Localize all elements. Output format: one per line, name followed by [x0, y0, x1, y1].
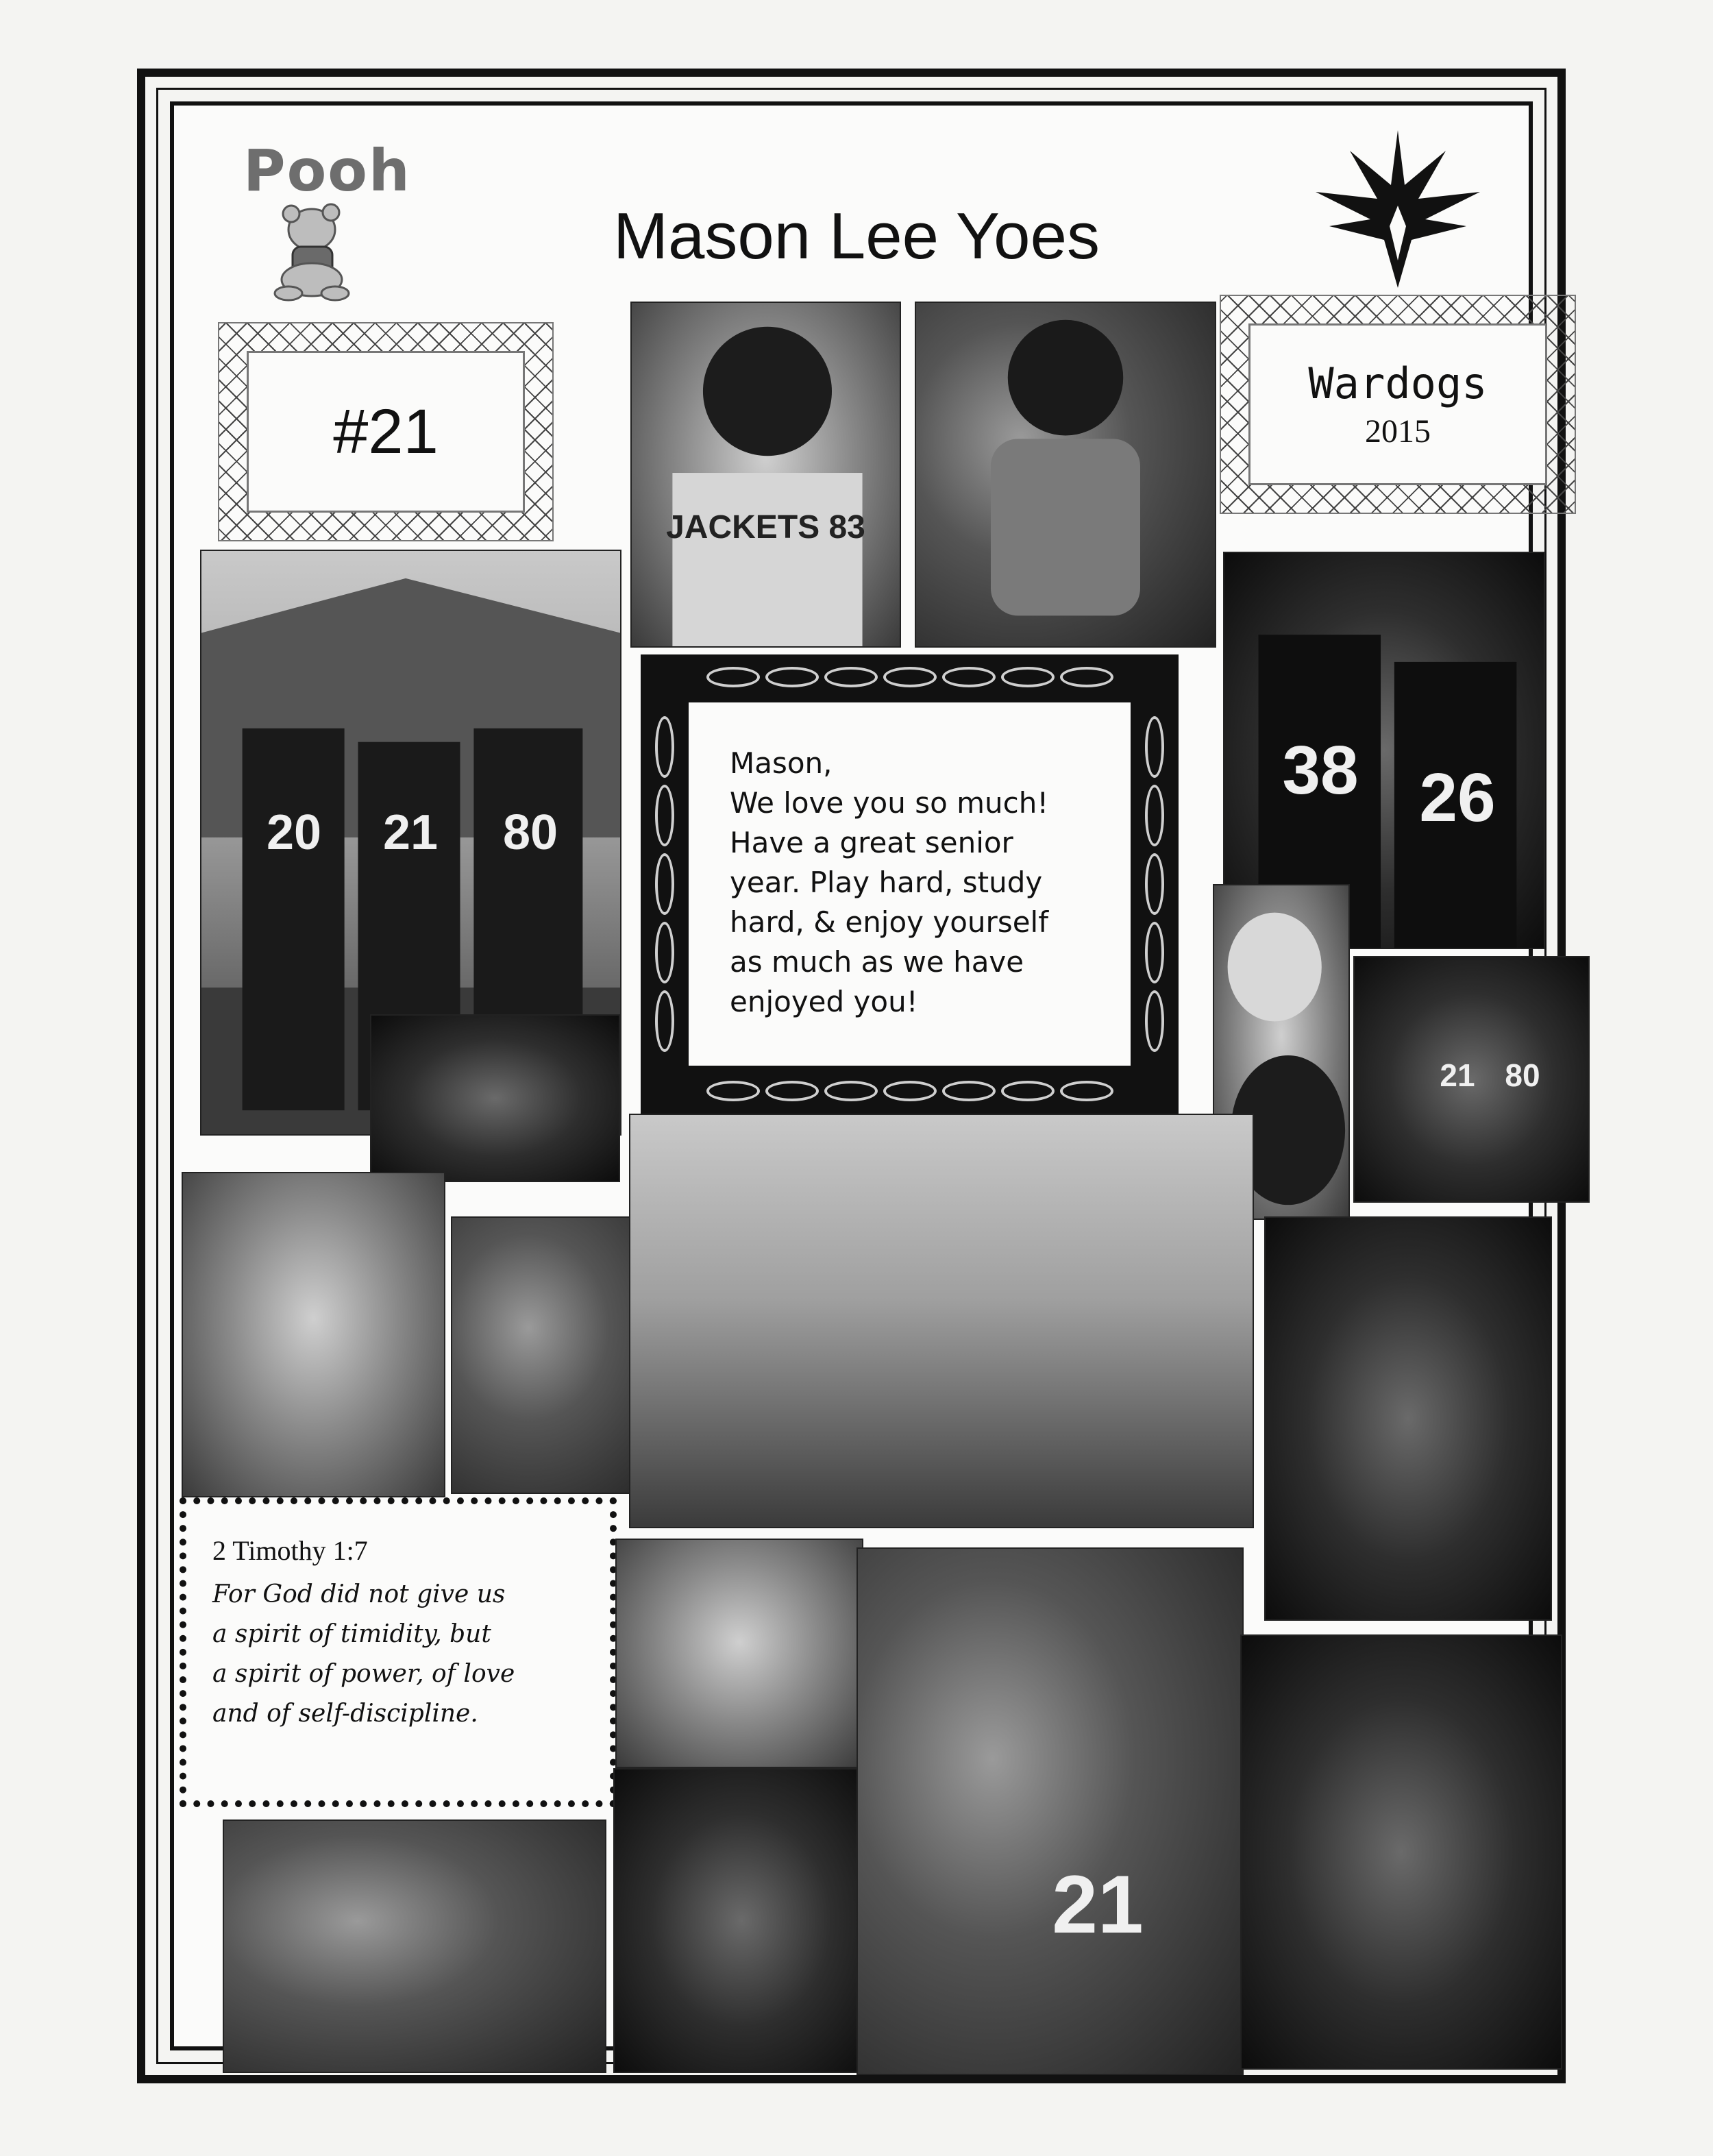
photo-game-sideline [370, 1014, 620, 1182]
trio-jersey-20: 20 [266, 805, 322, 860]
team-box [1220, 295, 1576, 514]
photo-two-boys-smiling [615, 1539, 863, 1768]
pair-jersey-38: 38 [1282, 732, 1359, 809]
verse-line: For God did not give us [212, 1580, 506, 1608]
verse-box [180, 1497, 617, 1807]
photo-player-and-woman-night [1240, 1634, 1562, 2070]
verse-reference: 2 Timothy 1:7 [212, 1535, 368, 1566]
message-line: hard, & enjoy yourself [730, 905, 1048, 939]
pooh-logo-text: Pooh [243, 137, 411, 204]
photo-group-four-field [629, 1114, 1254, 1528]
message-text-area [689, 702, 1131, 1066]
jersey-number: #21 [333, 396, 439, 467]
tribal-dragon-logo [1302, 123, 1494, 295]
group-jersey-80: 80 [1505, 1057, 1540, 1093]
verse-line: a spirit of power, of love [212, 1660, 515, 1688]
jersey-number-box [218, 322, 554, 541]
team-name: Wardogs [1308, 358, 1488, 408]
photo-three-people-night [613, 1768, 870, 2073]
group-jersey-21: 21 [1440, 1057, 1475, 1093]
message-line: Have a great senior [730, 826, 1013, 859]
message-frame [641, 654, 1179, 1114]
message-line: year. Play hard, study [730, 866, 1043, 899]
team-year: 2015 [1365, 413, 1431, 450]
photo-formal-dance [1264, 1216, 1552, 1621]
jersey-83-text: JACKETS 83 [666, 509, 865, 546]
tribal-dragon-icon [1302, 123, 1494, 295]
page-title: Mason Lee Yoes [613, 199, 1100, 273]
couple-jersey-21: 21 [1052, 1859, 1144, 1950]
message-line: Mason, [730, 746, 833, 780]
photo-man-and-player-tent [182, 1172, 445, 1497]
message-line: We love you so much! [730, 786, 1049, 820]
message-line: enjoyed you! [730, 985, 918, 1018]
photo-group-four-night [1353, 956, 1590, 1203]
pooh-bear-icon [257, 199, 367, 302]
photo-boy-with-dog-patio [223, 1820, 606, 2073]
pooh-logo [243, 137, 411, 308]
trio-jersey-80: 80 [502, 805, 558, 860]
message-line: as much as we have [730, 945, 1024, 979]
verse-line: a spirit of timidity, but [212, 1620, 491, 1648]
photo-couple-jackets-21 [856, 1547, 1244, 2075]
photo-helmet-jersey-83 [630, 302, 901, 648]
pair-jersey-26: 26 [1419, 759, 1496, 836]
trio-jersey-21: 21 [382, 805, 439, 860]
verse-line: and of self-discipline. [212, 1700, 478, 1728]
photo-boy-shoulder-pads [915, 302, 1216, 648]
